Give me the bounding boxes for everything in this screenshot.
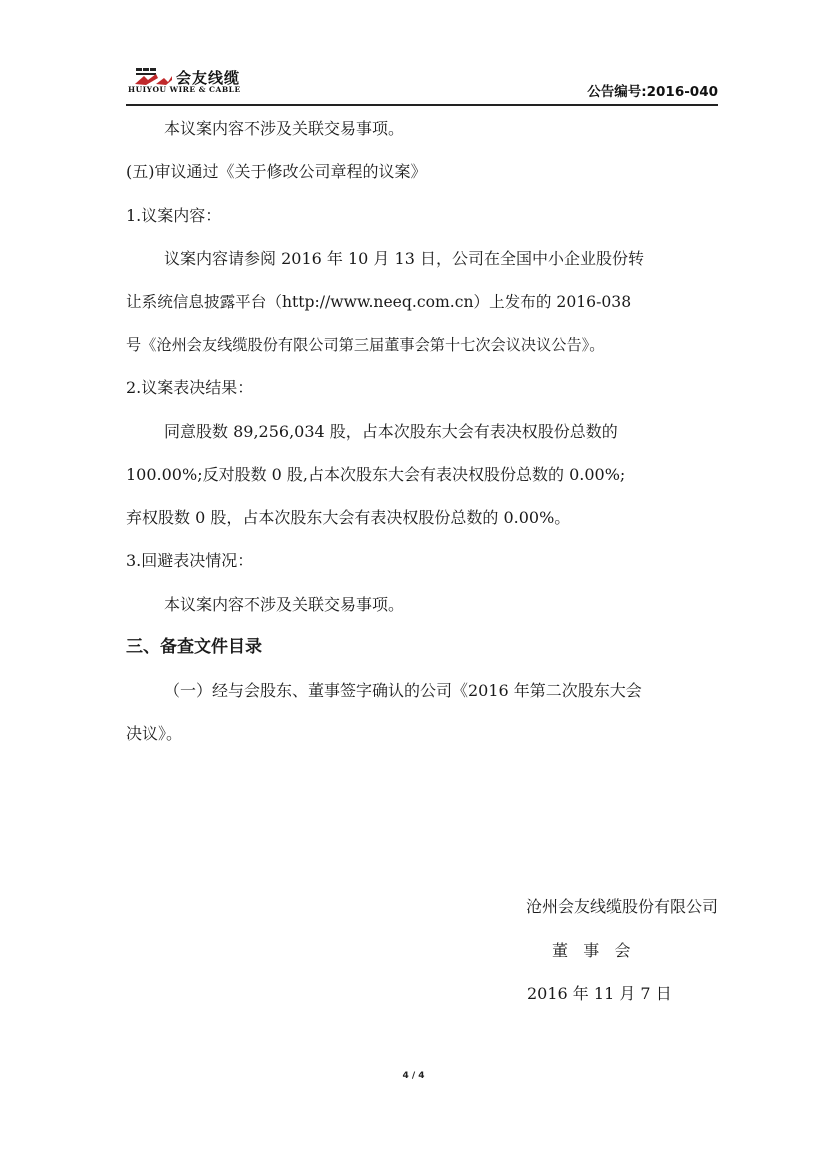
announcement-number: 公告编号:2016-040 [587,84,718,100]
page-header [126,64,718,104]
body-line: 1.议案内容： [126,206,222,225]
company-logo [126,64,306,98]
body-line: （一）经与会股东、董事签字确认的公司《2016 年第二次股东大会 [164,681,642,700]
body-line: 本议案内容不涉及关联交易事项。 [164,595,405,614]
body-line: 2.议案表决结果： [126,378,254,397]
signature-date: 2016 年 11 月 7 日 [527,984,672,1003]
logo-chinese-name: 会友线缆 [176,69,241,87]
body-line: 让系统信息披露平台（http://www.neeq.com.cn）上发布的 2016-038 [126,293,632,311]
logo-english-name: HUIYOU WIRE & CABLE [128,85,241,94]
page-number: 4 / 4 [402,1071,425,1081]
body-line: 同意股数 89,256,034 股，占本次股东大会有表决权股份总数的 [164,422,618,441]
body-line: 议案内容请参阅 2016 年 10 月 13 日，公司在全国中小企业股份转 [164,249,644,268]
body-line: 本议案内容不涉及关联交易事项。 [164,119,405,138]
logo-mark-icon [134,66,174,86]
body-line: 3.回避表决情况： [126,551,254,570]
signature-company: 沧州会友线缆股份有限公司 [525,897,718,916]
body-line: 号《沧州会友线缆股份有限公司第三届董事会第十七次会议决议公告》。 [126,336,605,354]
body-line: 弃权股数 0 股，占本次股东大会有表决权股份总数的 0.00%。 [126,508,571,527]
header-rule [126,104,718,106]
body-line: (五)审议通过《关于修改公司章程的议案》 [126,162,427,181]
section-heading: 三、备查文件目录 [126,637,262,657]
body-line: 100.00%;反对股数 0 股,占本次股东大会有表决权股份总数的 0.00%; [126,465,626,484]
signature-board: 董 事 会 [552,941,631,960]
body-line: 决议》。 [126,724,183,743]
